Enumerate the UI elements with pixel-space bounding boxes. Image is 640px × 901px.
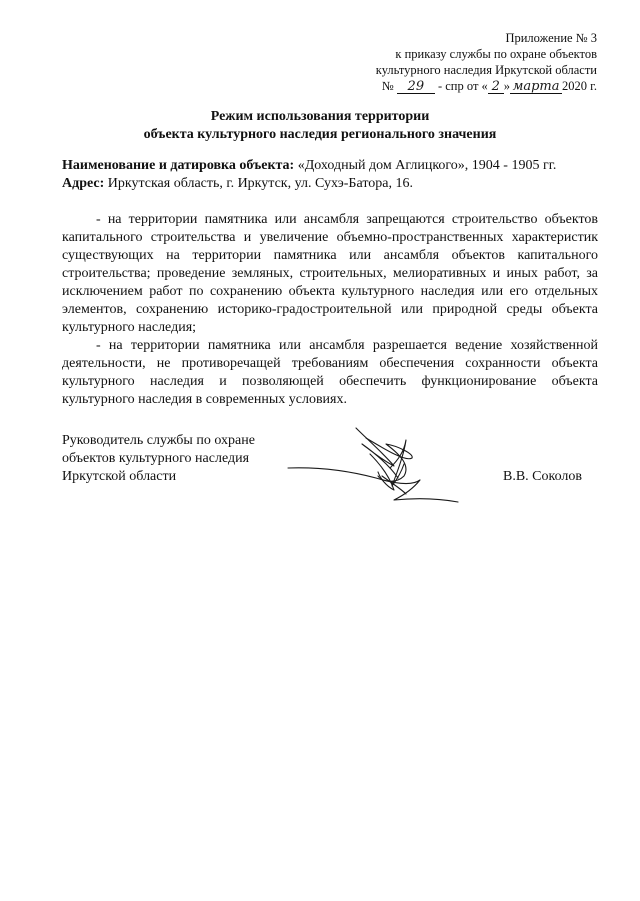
object-address-label: Адрес:: [62, 176, 105, 191]
title-line-2: объекта культурного наследия регионального значения: [143, 127, 497, 142]
appendix-authority: культурного наследия Иркутской области: [375, 63, 597, 77]
title-line-1: Режим использования территории: [210, 109, 430, 124]
object-address-row: [62, 175, 598, 193]
object-name-label: Наименование и датировка объекта:: [62, 158, 295, 173]
signatory-name: В.В. Соколов: [503, 469, 583, 484]
object-info: [62, 157, 598, 193]
object-name-row: [62, 157, 598, 175]
appendix-title: Приложение № 3: [505, 31, 597, 45]
number-sign: №: [381, 79, 394, 93]
regime-body: [62, 211, 598, 409]
appendix-order-number-line: [376, 78, 597, 94]
signatory-role: [62, 432, 255, 486]
object-name-value: «Доходный дом Аглицкого», 1904 - 1905 гг.: [297, 158, 557, 173]
document-title: [0, 108, 640, 144]
appendix-header: [376, 30, 597, 94]
regime-paragraph-permitted: - на территории памятника или ансамбля разрешается ведение хозяйственной деятельности, не противоречащей требованиям обеспечения сохранности объекта культурного наследия и позволяющей обеспечить функционирование объекта культурного наследия в современных условиях.: [62, 338, 598, 407]
order-year: 2020 г.: [562, 79, 597, 93]
appendix-order-ref: к приказу службы по охране объектов: [395, 47, 597, 61]
order-day: 2: [488, 81, 504, 94]
object-address-value: Иркутская область, г. Иркутск, ул. Сухэ-Батора, 16.: [107, 176, 413, 191]
order-number: 29: [397, 81, 435, 94]
order-month: марта: [510, 81, 562, 94]
signatory-role-line-2: объектов культурного наследия: [62, 451, 250, 466]
signatory-role-line-1: Руководитель службы по охране: [62, 433, 255, 448]
spr-text: - спр от «: [437, 79, 488, 93]
regime-paragraph-prohibited: - на территории памятника или ансамбля запрещаются строительство объектов капитального строительства и увеличение объемно-пространственных характеристик существующих на территории памятника или ансамбля объектов капитального строительства; проведение земляных, строительных, мелиоративных и иных работ, за исключением работ по сохранению объекта культурного наследия или его отдельных элементов, сохранению историко-градостроительной или природной среды объекта культурного наследия;: [62, 212, 598, 335]
close-quote: »: [503, 79, 511, 93]
signatory-role-line-3: Иркутской области: [62, 469, 177, 484]
handwritten-signature-icon: [286, 420, 466, 510]
